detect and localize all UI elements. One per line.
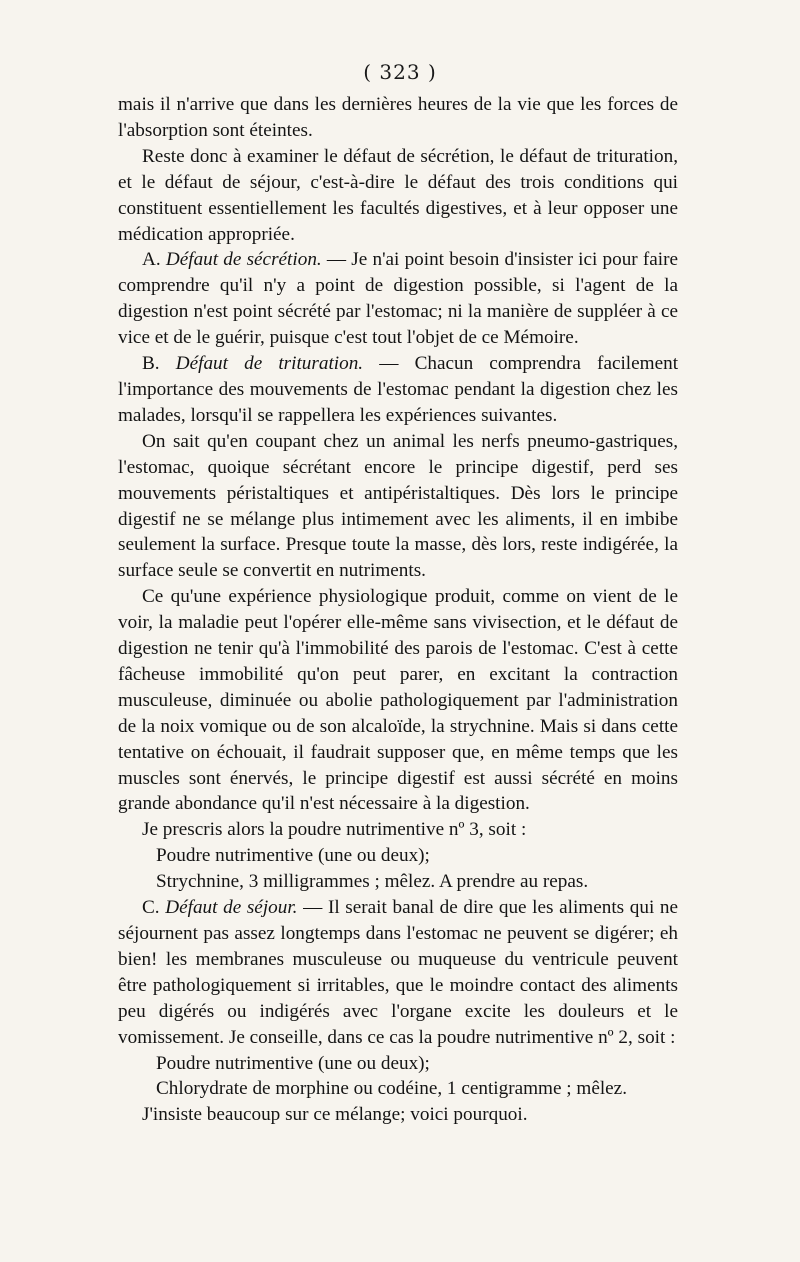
section-c-label: C. xyxy=(142,897,160,919)
section-a-text: — Je n'ai point besoin d'insister ici pour faire comprendre qu'il n'y a point de digestion possible, si l'agent de la digestion n'est point sécrété par l'estomac; ni la manière de suppléer à ce vice et de le guérir, puisque c'est tout l'objet de ce Mémoire. xyxy=(118,249,679,349)
section-b-text: — Chacun comprendra facilement l'importance des mouvements de l'estomac pendant la digestion chez les malades, lorsqu'il se rappellera les expériences suivantes. xyxy=(118,353,679,426)
paragraph-continuation: mais il n'arrive que dans les dernières heures de la vie que les forces de l'absorption sont éteintes. xyxy=(118,94,678,141)
section-b-title: Défaut de trituration. xyxy=(175,353,364,375)
section-a-title: Défaut de sécrétion. xyxy=(165,249,322,271)
formula-line-morphine: Chlorydrate de morphine ou codéine, 1 centigramme ; mêlez. xyxy=(156,1078,627,1100)
section-b-label: B. xyxy=(142,353,160,375)
paragraph-prescription-3: Je prescris alors la poudre nutrimentive nº 3, soit : xyxy=(142,819,527,841)
paragraph-section-c xyxy=(118,895,678,1050)
paragraph-section-b xyxy=(118,351,678,429)
page-number: ( 323 ) xyxy=(363,60,437,84)
section-c-text: — Il serait banal de dire que les aliments qui ne séjournent pas assez longtemps dans l'estomac ne peuvent se digérer; eh bien! les membranes musculeuse ou muqueuse du ventricule peuvent être pathologiquement si irritables, que le moindre contact des aliments peu digérés ou indigérés avec l'organe excite les douleurs et le vomissement. Je conseille, dans ce cas la poudre nutrimentive nº 2, soit : xyxy=(118,897,679,1048)
paragraph-reste: Reste donc à examiner le défaut de sécrétion, le défaut de trituration, et le défaut de séjour, c'est-à-dire le défaut des trois conditions qui constituent essentiellement les facultés digestives, et à leur opposer une médication appropriée. xyxy=(118,145,678,245)
paragraph-section-a xyxy=(118,247,678,351)
formula-line-poudre-2: Poudre nutrimentive (une ou deux); xyxy=(156,1052,430,1074)
page-body xyxy=(118,92,678,1128)
formula-line-poudre-1: Poudre nutrimentive (une ou deux); xyxy=(156,845,430,867)
formula-line-strychnine: Strychnine, 3 milligrammes ; mêlez. A prendre au repas. xyxy=(156,871,589,893)
section-c-title: Défaut de séjour. xyxy=(165,897,298,919)
paragraph-physiologique: Ce qu'une expérience physiologique produit, comme on vient de le voir, la maladie peut l'opérer elle-même sans vivisection, et le défaut de digestion ne tenir qu'à l'immobilité des parois de l'estomac. C'est à cette fâcheuse immobilité qu'on peut parer, en excitant la contraction musculeuse, diminuée ou abolie pathologiquement par l'administration de la noix vomique ou de son alcaloïde, la strychnine. Mais si dans cette tentative on échouait, il faudrait supposer que, en même temps que les muscles sont énervés, le principe digestif est aussi sécrété en moins grande abondance qu'il n'est nécessaire à la digestion. xyxy=(118,586,678,815)
paragraph-experience: On sait qu'en coupant chez un animal les nerfs pneumo-gastriques, l'estomac, quoique sécrétant encore le principe digestif, perd ses mouvements péristaltiques et antipéristaltiques. Dès lors le principe digestif ne se mélange plus intimement avec les aliments, il en imbibe seulement la surface. Presque toute la masse, dès lors, reste indigérée, la surface seule se convertit en nutriments. xyxy=(118,430,678,582)
section-a-label: A. xyxy=(142,249,161,271)
paragraph-insiste: J'insiste beaucoup sur ce mélange; voici pourquoi. xyxy=(142,1104,528,1126)
